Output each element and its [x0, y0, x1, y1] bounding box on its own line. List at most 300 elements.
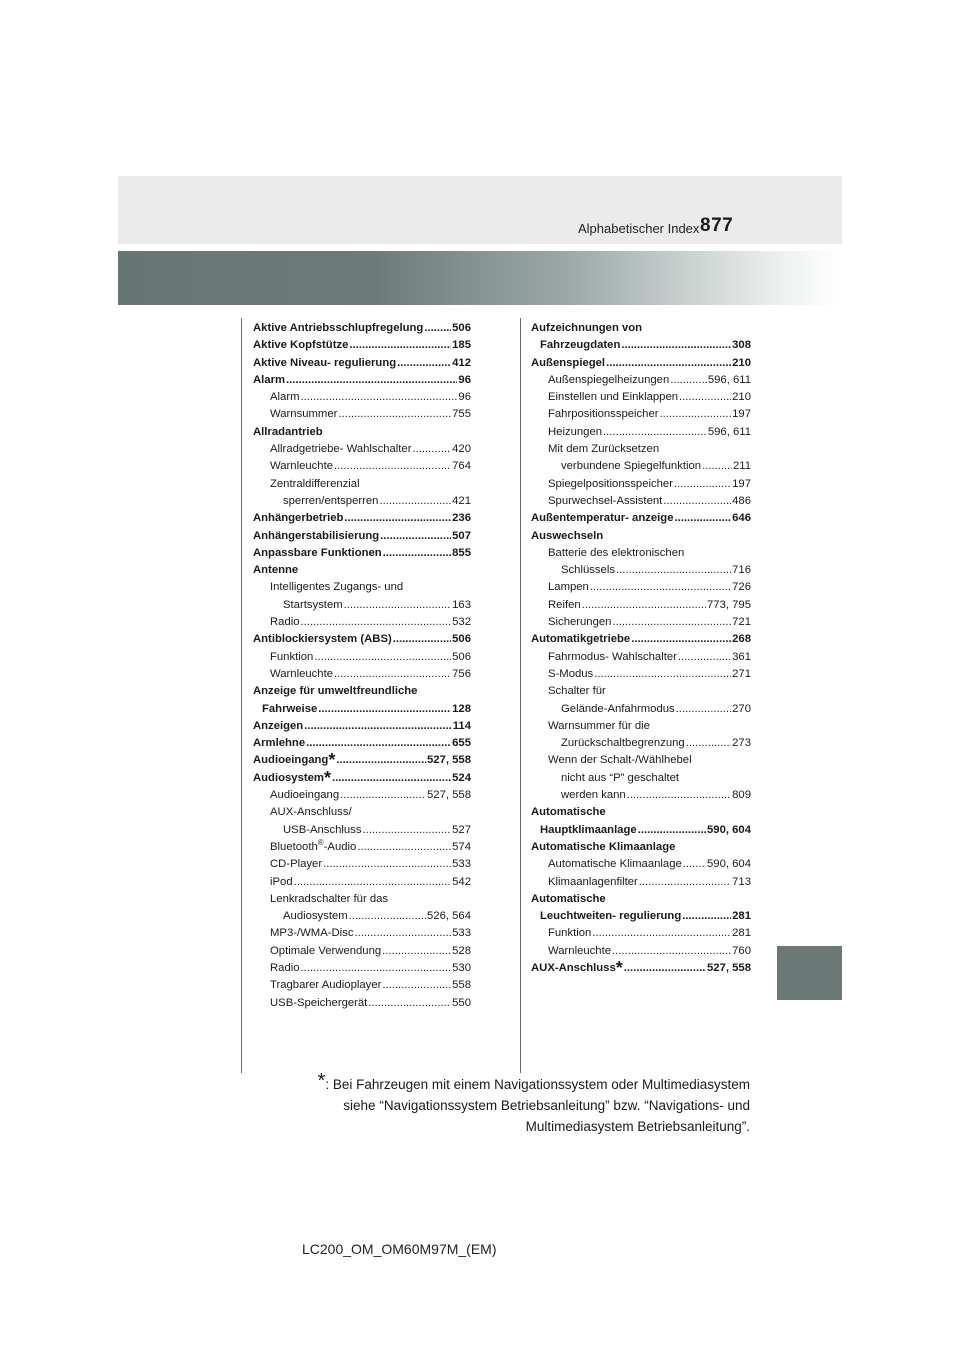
entry-label: [548, 614, 611, 631]
dot-leader: [606, 355, 731, 372]
entry-page-ref: 755: [452, 408, 471, 421]
entry-label: [270, 458, 333, 475]
entry-text: Wenn der Schalt-/Wählhebel: [548, 754, 692, 767]
dot-leader: [349, 908, 426, 925]
dot-leader: [660, 406, 732, 423]
index-entry: [531, 891, 751, 908]
dot-leader: [624, 960, 706, 977]
entry-label: [262, 701, 317, 718]
index-entry: [531, 735, 751, 752]
index-entry: [253, 735, 471, 752]
entry-text: Lenkradschalter für das: [270, 892, 389, 905]
index-entry: [253, 925, 471, 942]
entry-page-ref: 527: [452, 823, 471, 836]
entry-page-ref: 486: [732, 494, 751, 507]
entry-label: [531, 631, 630, 648]
index-entry: [531, 614, 751, 631]
entry-page-ref: 211: [732, 460, 751, 473]
dot-leader: [590, 579, 731, 596]
footnote: [300, 1070, 750, 1137]
entry-page-ref: 361: [732, 650, 751, 663]
entry-text: Alarm: [253, 373, 286, 386]
entry-text: Warnleuchte: [270, 667, 333, 680]
entry-text: Schalter für: [548, 685, 606, 698]
entry-page-ref: 558: [452, 979, 471, 992]
dot-leader: [379, 493, 451, 510]
dot-leader: [344, 597, 452, 614]
entry-text: Sicherungen: [548, 616, 612, 629]
index-entry: [253, 718, 471, 735]
entry-text: Fahrweise: [262, 702, 318, 715]
index-entry: [253, 597, 471, 614]
entry-text: Intelligentes Zugangs- und: [270, 581, 404, 594]
index-entry: [253, 960, 471, 977]
entry-text: Fahrzeugdaten: [540, 339, 621, 352]
entry-page-ref: 197: [732, 408, 751, 421]
index-entry: [253, 752, 471, 769]
entry-text: CD-Player: [270, 858, 323, 871]
entry-page-ref: 532: [452, 616, 471, 629]
entry-label: [561, 701, 675, 718]
footnote-line-2: siehe “Navigationssystem Betriebsanleitung” bzw. “Navigations- und: [343, 1098, 750, 1113]
entry-text: Fahrpositionsspeicher: [548, 408, 659, 421]
entry-label: [548, 666, 593, 683]
entry-page-ref: 646: [732, 512, 751, 525]
entry-text: Aktive Niveau- regulierung: [253, 356, 397, 369]
index-entry: [531, 458, 751, 475]
index-entry: [531, 355, 751, 372]
entry-label: [270, 478, 360, 490]
dot-leader: [682, 908, 731, 925]
entry-label: [253, 631, 392, 648]
dot-leader: [332, 770, 451, 787]
entry-label: [283, 493, 378, 510]
entry-label: [270, 995, 367, 1012]
index-entry: [531, 874, 751, 891]
dot-leader: [318, 701, 451, 718]
entry-label: [270, 614, 300, 631]
entry-label: [270, 893, 388, 905]
dot-leader: [338, 406, 451, 423]
entry-label: [548, 720, 650, 732]
entry-superscript: ®: [317, 838, 324, 848]
entry-label: [561, 787, 626, 804]
dot-leader: [336, 752, 426, 769]
entry-label: [253, 372, 285, 389]
entry-label: [253, 510, 343, 527]
entry-page-ref: 506: [452, 322, 471, 334]
left-margin-rule: [241, 318, 242, 1073]
entry-text: iPod: [270, 875, 293, 888]
entry-label: [561, 772, 679, 784]
entry-page-ref: 185: [452, 339, 471, 352]
index-entry: [253, 614, 471, 631]
entry-label: [531, 893, 606, 905]
index-entry: [253, 476, 471, 493]
entry-page-ref: 527, 558: [707, 961, 751, 974]
entry-text: Spiegelpositionsspeicher: [548, 477, 673, 490]
index-entry: [253, 528, 471, 545]
entry-label: [531, 806, 606, 818]
entry-page-ref: 526, 564: [427, 910, 471, 923]
entry-page-ref: 96: [458, 391, 471, 404]
column-divider: [520, 318, 521, 1073]
index-entry: [253, 943, 471, 960]
entry-label: [253, 685, 417, 697]
entry-text: USB-Speichergerät: [270, 996, 368, 1009]
dot-leader: [638, 822, 706, 839]
dot-leader: [686, 735, 731, 752]
footnote-line-1: *: Bei Fahrzeugen mit einem Navigationssystem oder Multimediasystem: [317, 1070, 750, 1092]
entry-page-ref: 590, 604: [707, 858, 751, 871]
entry-suffix: -Audio: [323, 840, 357, 853]
entry-label: [270, 389, 300, 406]
index-entry: [253, 562, 471, 579]
index-entry: [531, 528, 751, 545]
index-entry: [531, 957, 751, 978]
entry-text: Mit dem Zurücksetzen: [548, 443, 660, 456]
document-code: LC200_OM_OM60M97M_(EM): [302, 1241, 497, 1257]
entry-text: Warnleuchte: [270, 460, 333, 473]
index-entry: [253, 767, 471, 788]
entry-page-ref: 530: [452, 961, 471, 974]
entry-label: [548, 389, 678, 406]
entry-page-ref: 716: [732, 564, 751, 577]
dot-leader: [397, 355, 451, 372]
entry-page-ref: 163: [452, 598, 471, 611]
entry-text: Warnsummer: [270, 408, 338, 421]
index-entry: [253, 908, 471, 925]
entry-label: [253, 767, 331, 788]
entry-label: [270, 406, 337, 423]
dot-leader: [663, 493, 731, 510]
entry-page-ref: 542: [452, 875, 471, 888]
entry-label: [283, 908, 348, 925]
index-entry: [253, 683, 471, 700]
entry-text: Lampen: [548, 581, 589, 594]
dot-leader: [424, 320, 451, 337]
index-entry: [253, 441, 471, 458]
entry-label: [253, 752, 335, 769]
index-column-right: [531, 320, 751, 977]
entry-label: [548, 579, 589, 596]
index-entry: [253, 977, 471, 994]
entry-text: Anhängerstabilisierung: [253, 529, 380, 542]
entry-label: [270, 925, 353, 942]
entry-label: [531, 510, 674, 527]
index-entry: [531, 856, 751, 873]
dot-leader: [639, 874, 731, 891]
entry-text: Spurwechsel-Assistent: [548, 494, 663, 507]
entry-text: Allradantrieb: [253, 425, 323, 438]
entry-page-ref: 713: [732, 875, 751, 888]
entry-page-ref: 596, 611: [707, 425, 751, 438]
index-entry: [531, 337, 751, 354]
index-entry: [531, 597, 751, 614]
index-entry: [531, 701, 751, 718]
entry-text: Audioeingang: [270, 789, 340, 802]
entry-label: [253, 320, 423, 337]
entry-label: [283, 597, 343, 614]
entry-page-ref: 528: [452, 944, 471, 957]
index-entry: [531, 683, 751, 700]
entry-text: Tragbarer Audioplayer: [270, 979, 382, 992]
entry-label: [253, 718, 303, 735]
index-entry: [531, 545, 751, 562]
index-entry: [253, 372, 471, 389]
entry-text: Anzeige für umweltfreundliche: [253, 685, 418, 698]
page-number: 877: [700, 215, 734, 236]
entry-label: [540, 822, 637, 839]
index-column-left: [253, 320, 471, 1012]
index-entry: [531, 908, 751, 925]
entry-text: Startsystem: [283, 598, 343, 611]
entry-text: Aktive Kopfstütze: [253, 339, 349, 352]
entry-page-ref: 756: [452, 667, 471, 680]
dot-leader: [286, 372, 457, 389]
dot-leader: [679, 389, 731, 406]
dot-leader: [675, 510, 732, 527]
entry-page-ref: 506: [452, 633, 471, 646]
entry-text: Audiosystem: [253, 771, 324, 784]
entry-text: Alarm: [270, 391, 300, 404]
entry-text: werden kann: [561, 789, 626, 802]
entry-page-ref: 527, 558: [427, 754, 471, 767]
entry-text: Einstellen und Einklappen: [548, 391, 679, 404]
entry-label: [548, 874, 638, 891]
index-entry: [531, 718, 751, 735]
dot-leader: [294, 874, 452, 891]
dot-leader: [603, 424, 707, 441]
entry-text: Zurückschaltbegrenzung: [561, 737, 685, 750]
entry-page-ref: 281: [732, 927, 751, 940]
entry-text: Klimaanlagenfilter: [548, 875, 638, 888]
entry-label: [283, 822, 361, 839]
index-entry: [531, 752, 751, 769]
entry-label: [253, 735, 305, 752]
entry-text: Warnsummer für die: [548, 719, 650, 732]
entry-page-ref: 412: [452, 356, 471, 369]
index-entry: [253, 406, 471, 423]
index-entry: [531, 510, 751, 527]
entry-page-ref: 574: [452, 840, 471, 853]
entry-text: Funktion: [548, 927, 592, 940]
entry-page-ref: 270: [732, 702, 751, 715]
index-entry: [253, 666, 471, 683]
entry-label: [548, 856, 682, 873]
dot-leader: [304, 718, 452, 735]
entry-label: [548, 925, 591, 942]
index-entry: [253, 493, 471, 510]
entry-text: Optimale Verwendung: [270, 944, 382, 957]
entry-label: [531, 322, 642, 334]
entry-page-ref: 236: [452, 512, 471, 525]
dot-leader: [357, 839, 451, 856]
index-entry: [531, 441, 751, 458]
dot-leader: [676, 701, 731, 718]
entry-label: [270, 649, 313, 666]
entry-text: Antiblockiersystem (ABS): [253, 633, 392, 646]
entry-text: Fahrmodus- Wahlschalter: [548, 650, 677, 663]
dot-leader: [368, 995, 451, 1012]
index-entry: [253, 579, 471, 596]
entry-label: [270, 856, 322, 873]
entry-label: [540, 337, 620, 354]
dot-leader: [393, 631, 451, 648]
index-entry: [253, 649, 471, 666]
index-entry: [531, 424, 751, 441]
entry-page-ref: 533: [452, 927, 471, 940]
entry-label: [531, 355, 605, 372]
entry-page-ref: 96: [458, 373, 471, 386]
entry-text: Allradgetriebe- Wahlschalter: [270, 443, 412, 456]
header-band: [118, 176, 842, 244]
entry-text: Außenspiegelheizungen: [548, 373, 670, 386]
footnote-line-3: Multimediasystem Betriebsanleitung”.: [525, 1119, 750, 1134]
entry-text: Warnleuchte: [548, 944, 611, 957]
index-entry: [531, 320, 751, 337]
index-entry: [531, 839, 751, 856]
index-entry: [531, 804, 751, 821]
dot-leader: [362, 822, 451, 839]
entry-text: Automatikgetriebe: [531, 633, 631, 646]
entry-text: Aktive Antriebsschlupfregelung: [253, 322, 424, 334]
entry-page-ref: 308: [732, 339, 751, 352]
dot-leader: [344, 510, 451, 527]
entry-label: [531, 530, 603, 542]
index-entry: [531, 493, 751, 510]
entry-page-ref: 855: [452, 546, 471, 559]
entry-text: Radio: [270, 616, 300, 629]
dot-leader: [678, 649, 731, 666]
entry-page-ref: 773, 795: [707, 598, 751, 611]
entry-text: Armlehne: [253, 737, 306, 750]
dot-leader: [674, 476, 731, 493]
entry-text: Leuchtweiten- regulierung: [540, 910, 682, 923]
index-entry: [253, 337, 471, 354]
entry-page-ref: 114: [452, 719, 471, 732]
index-entry: [253, 355, 471, 372]
index-entry: [253, 822, 471, 839]
entry-text: sperren/entsperren: [283, 494, 379, 507]
entry-label: [548, 476, 673, 493]
entry-page-ref: 726: [732, 581, 751, 594]
entry-label: [548, 372, 669, 389]
entry-page-ref: 527, 558: [427, 789, 471, 802]
index-entry: [531, 822, 751, 839]
index-entry: [531, 943, 751, 960]
dot-leader: [582, 597, 706, 614]
dot-leader: [702, 458, 732, 475]
index-entry: [253, 856, 471, 873]
entry-text: nicht aus “P” geschaltet: [561, 771, 680, 784]
entry-text: Anpassbare Funktionen: [253, 546, 382, 559]
dot-leader: [382, 977, 451, 994]
entry-text: Aufzeichnungen von: [531, 322, 643, 334]
entry-label: [270, 874, 293, 891]
dot-leader: [314, 649, 451, 666]
entry-label: [253, 564, 298, 576]
entry-page-ref: 590, 604: [707, 823, 751, 836]
entry-label: [548, 406, 659, 423]
dot-leader: [383, 545, 451, 562]
index-entry: [531, 787, 751, 804]
entry-text: Radio: [270, 961, 300, 974]
entry-text: Zentraldifferenzial: [270, 477, 360, 490]
entry-page-ref: 550: [452, 996, 471, 1009]
entry-label: [531, 841, 675, 853]
dot-leader: [340, 787, 426, 804]
dot-leader: [334, 666, 451, 683]
entry-label: [253, 337, 348, 354]
section-title: Alphabetischer Index: [578, 221, 700, 236]
entry-label: [253, 545, 382, 562]
index-entry: [531, 406, 751, 423]
entry-text: Schlüssels: [561, 564, 615, 577]
index-entry: [253, 631, 471, 648]
index-entry: [253, 389, 471, 406]
index-entry: [531, 666, 751, 683]
entry-label: [270, 960, 300, 977]
index-entry: [253, 891, 471, 908]
index-entry: [253, 701, 471, 718]
entry-label: [561, 458, 701, 475]
entry-page-ref: 128: [452, 702, 471, 715]
entry-text: Audioeingang: [253, 754, 329, 767]
dot-leader: [683, 856, 706, 873]
entry-page-ref: 210: [732, 391, 751, 404]
dot-leader: [382, 943, 451, 960]
entry-text: Anzeigen: [253, 719, 304, 732]
index-entry: [531, 579, 751, 596]
entry-label: [561, 562, 615, 579]
entry-text: Automatische Klimaanlage: [548, 858, 682, 871]
entry-text: MP3-/WMA-Disc: [270, 927, 354, 940]
entry-text: Funktion: [270, 650, 314, 663]
entry-page-ref: 271: [732, 667, 751, 680]
dot-leader: [301, 960, 452, 977]
dot-leader: [334, 458, 451, 475]
entry-text: Automatische Klimaanlage: [531, 840, 676, 853]
index-entry: [531, 372, 751, 389]
entry-label: [270, 943, 381, 960]
entry-label: [270, 839, 356, 856]
entry-label: [548, 547, 684, 559]
entry-text: AUX-Anschluss: [531, 961, 616, 974]
entry-page-ref: 421: [452, 494, 471, 507]
entry-text: Automatische: [531, 806, 606, 819]
entry-label: [548, 754, 692, 766]
index-entry: [253, 424, 471, 441]
dot-leader: [670, 372, 707, 389]
entry-text: Gelände-Anfahrmodus: [561, 702, 675, 715]
index-entry: [531, 649, 751, 666]
dot-leader: [594, 666, 731, 683]
entry-label: [253, 426, 323, 438]
dot-leader: [380, 528, 451, 545]
entry-label: [270, 787, 339, 804]
index-entry: [253, 545, 471, 562]
entry-page-ref: 507: [452, 529, 471, 542]
entry-page-ref: 268: [732, 633, 751, 646]
index-entry: [531, 476, 751, 493]
entry-text: Audiosystem: [283, 910, 348, 923]
entry-page-ref: 506: [452, 650, 471, 663]
entry-text: Bluetooth: [270, 840, 318, 853]
entry-label: [548, 943, 611, 960]
entry-text: Heizungen: [548, 425, 603, 438]
dot-leader: [323, 856, 451, 873]
